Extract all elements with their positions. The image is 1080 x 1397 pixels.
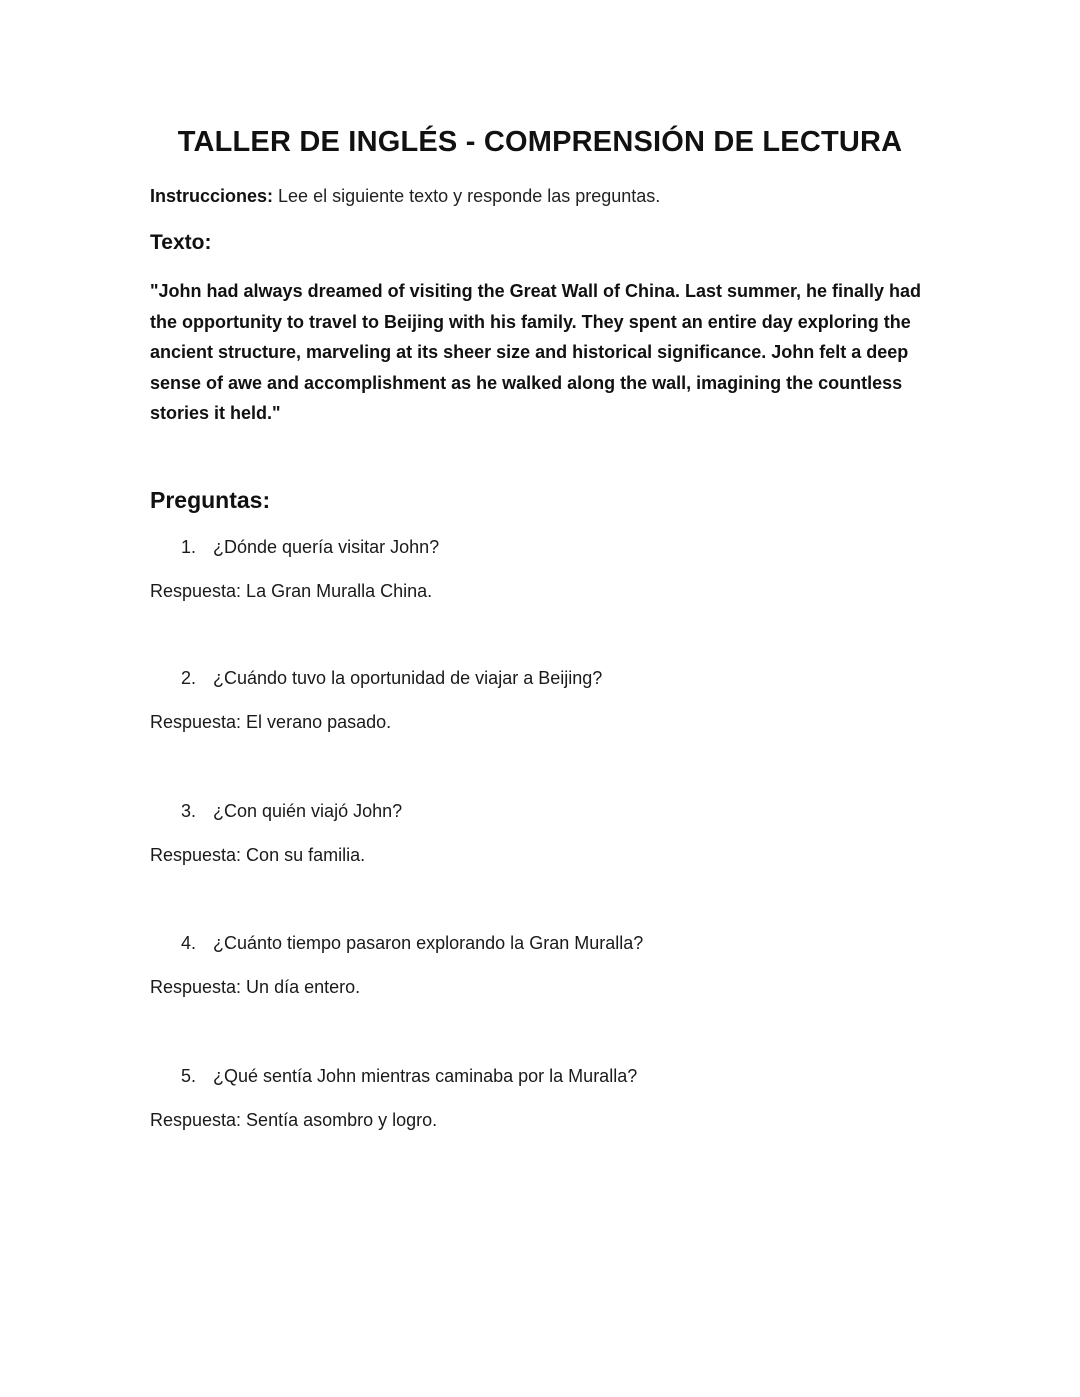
instructions-text: Lee el siguiente texto y responde las preguntas. — [273, 186, 661, 206]
answer-text: Respuesta: Sentía asombro y logro. — [150, 1110, 438, 1130]
text-heading: Texto: — [150, 231, 212, 254]
question-number: 2. — [181, 668, 197, 688]
question-text — [181, 1066, 637, 1087]
questions-heading: Preguntas: — [150, 487, 271, 513]
question-label: ¿Cuánto tiempo pasaron explorando la Gran Muralla? — [213, 933, 644, 953]
question-number: 1. — [181, 537, 197, 557]
question-label: ¿Con quién viajó John? — [213, 801, 403, 821]
question-label: ¿Qué sentía John mientras caminaba por la Muralla? — [213, 1066, 638, 1086]
answer-text: Respuesta: El verano pasado. — [150, 712, 392, 732]
question-label: ¿Dónde quería visitar John? — [213, 537, 440, 557]
question-number: 5. — [181, 1066, 197, 1086]
question-text — [181, 801, 402, 822]
page-title: TALLER DE INGLÉS - COMPRENSIÓN DE LECTURA — [177, 126, 903, 158]
question-number: 3. — [181, 801, 197, 821]
answer-text: Respuesta: La Gran Muralla China. — [150, 581, 433, 601]
question-text — [181, 668, 602, 689]
reading-passage: "John had always dreamed of visiting the Great Wall of China. Last summer, he finally had the opportunity to travel to Beijing with his family. They spent an entire day exploring the ancient structure, marveling at its sheer size and historical significance. John felt a deep sense of awe and accomplishment as he walked along the wall, imagining the countless stories it held." — [150, 281, 922, 423]
answer-text: Respuesta: Un día entero. — [150, 977, 361, 997]
question-number: 4. — [181, 933, 197, 953]
question-label: ¿Cuándo tuvo la oportunidad de viajar a Beijing? — [213, 668, 603, 688]
question-text — [181, 933, 643, 954]
instructions-label: Instrucciones: — [150, 186, 274, 206]
instructions — [150, 186, 660, 207]
answer-text: Respuesta: Con su familia. — [150, 845, 366, 865]
question-text — [181, 537, 439, 558]
